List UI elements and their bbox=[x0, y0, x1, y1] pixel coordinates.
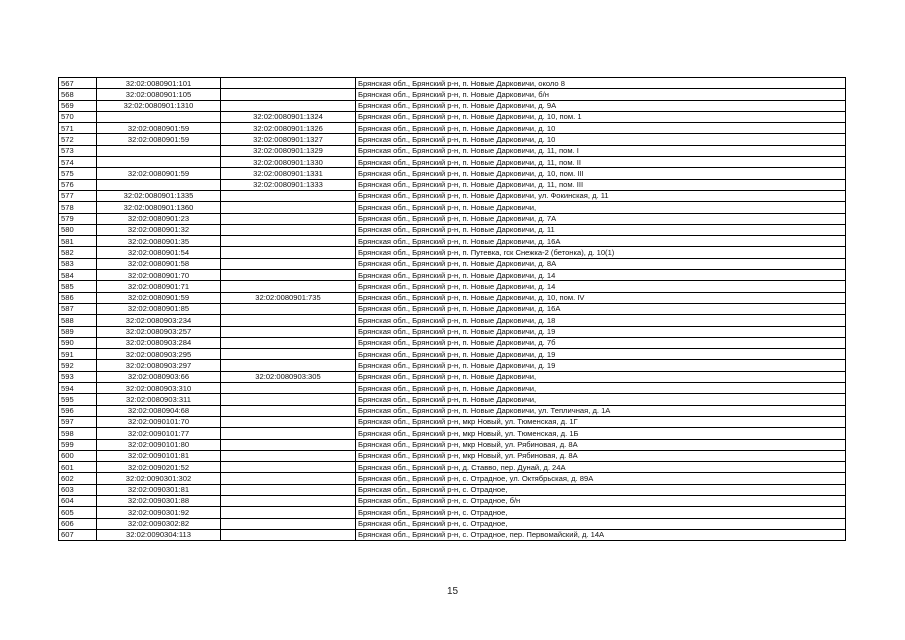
address-cell: Брянская обл., Брянский р-н, п. Путевка, гск Снежка-2 (бетонка), д. 10(1) bbox=[356, 247, 846, 258]
cadastral-number-cell: 32:02:0080901:54 bbox=[97, 247, 221, 258]
row-number-cell: 583 bbox=[59, 258, 97, 269]
table-row bbox=[59, 462, 846, 473]
cadastral-number-cell: 32:02:0080901:59 bbox=[97, 123, 221, 134]
cadastral-number-cell: 32:02:0080903:310 bbox=[97, 383, 221, 394]
row-number-cell: 581 bbox=[59, 236, 97, 247]
parent-cadastral-number-cell bbox=[221, 405, 356, 416]
row-number-cell: 571 bbox=[59, 123, 97, 134]
address-cell: Брянская обл., Брянский р-н, п. Новые Дарковичи, б/н bbox=[356, 89, 846, 100]
table-row bbox=[59, 168, 846, 179]
cadastral-number-cell: 32:02:0090201:52 bbox=[97, 462, 221, 473]
row-number-cell: 588 bbox=[59, 315, 97, 326]
table-row bbox=[59, 405, 846, 416]
table-row bbox=[59, 123, 846, 134]
address-cell: Брянская обл., Брянский р-н, с. Отрадное, б/н bbox=[356, 495, 846, 506]
parent-cadastral-number-cell bbox=[221, 383, 356, 394]
cadastral-number-cell: 32:02:0080901:71 bbox=[97, 281, 221, 292]
parent-cadastral-number-cell: 32:02:0080901:1327 bbox=[221, 134, 356, 145]
table-row bbox=[59, 100, 846, 111]
table-row bbox=[59, 473, 846, 484]
table-row bbox=[59, 157, 846, 168]
table-row bbox=[59, 236, 846, 247]
cadastral-number-cell bbox=[97, 145, 221, 156]
cadastral-number-cell: 32:02:0080903:284 bbox=[97, 337, 221, 348]
address-cell: Брянская обл., Брянский р-н, д. Ставво, пер. Дунай, д. 24А bbox=[356, 462, 846, 473]
address-cell: Брянская обл., Брянский р-н, п. Новые Дарковичи, bbox=[356, 202, 846, 213]
parent-cadastral-number-cell bbox=[221, 349, 356, 360]
address-cell: Брянская обл., Брянский р-н, с. Отрадное, bbox=[356, 484, 846, 495]
cadastral-number-cell: 32:02:0080901:85 bbox=[97, 303, 221, 314]
table-row bbox=[59, 78, 846, 89]
cadastral-number-cell: 32:02:0080901:105 bbox=[97, 89, 221, 100]
row-number-cell: 582 bbox=[59, 247, 97, 258]
address-cell: Брянская обл., Брянский р-н, п. Новые Дарковичи, д. 19 bbox=[356, 326, 846, 337]
parent-cadastral-number-cell bbox=[221, 258, 356, 269]
parent-cadastral-number-cell bbox=[221, 270, 356, 281]
cadastral-number-cell bbox=[97, 179, 221, 190]
cadastral-number-cell: 32:02:0080904:68 bbox=[97, 405, 221, 416]
table-row bbox=[59, 439, 846, 450]
row-number-cell: 593 bbox=[59, 371, 97, 382]
address-cell: Брянская обл., Брянский р-н, п. Новые Дарковичи, д. 19 bbox=[356, 360, 846, 371]
table-row bbox=[59, 202, 846, 213]
address-cell: Брянская обл., Брянский р-н, с. Отрадное, bbox=[356, 518, 846, 529]
cadastral-number-cell: 32:02:0080903:295 bbox=[97, 349, 221, 360]
cadastral-number-cell: 32:02:0080901:70 bbox=[97, 270, 221, 281]
table-row bbox=[59, 349, 846, 360]
table-row bbox=[59, 416, 846, 427]
table-row bbox=[59, 224, 846, 235]
parent-cadastral-number-cell: 32:02:0080901:1329 bbox=[221, 145, 356, 156]
cadastral-number-cell: 32:02:0080903:257 bbox=[97, 326, 221, 337]
row-number-cell: 576 bbox=[59, 179, 97, 190]
parent-cadastral-number-cell bbox=[221, 213, 356, 224]
address-cell: Брянская обл., Брянский р-н, п. Новые Дарковичи, д. 11, пом. III bbox=[356, 179, 846, 190]
parent-cadastral-number-cell bbox=[221, 224, 356, 235]
address-cell: Брянская обл., Брянский р-н, п. Новые Дарковичи, д. 10 bbox=[356, 134, 846, 145]
cadastral-number-cell: 32:02:0080901:32 bbox=[97, 224, 221, 235]
parent-cadastral-number-cell bbox=[221, 326, 356, 337]
row-number-cell: 569 bbox=[59, 100, 97, 111]
address-cell: Брянская обл., Брянский р-н, п. Новые Дарковичи, д. 11, пом. II bbox=[356, 157, 846, 168]
address-cell: Брянская обл., Брянский р-н, п. Новые Дарковичи, д. 7б bbox=[356, 337, 846, 348]
cadastral-number-cell: 32:02:0090301:92 bbox=[97, 507, 221, 518]
cadastral-number-cell bbox=[97, 157, 221, 168]
cadastral-number-cell: 32:02:0080903:234 bbox=[97, 315, 221, 326]
parent-cadastral-number-cell bbox=[221, 337, 356, 348]
parent-cadastral-number-cell bbox=[221, 190, 356, 201]
parent-cadastral-number-cell bbox=[221, 360, 356, 371]
row-number-cell: 587 bbox=[59, 303, 97, 314]
address-cell: Брянская обл., Брянский р-н, п. Новые Дарковичи, д. 18 bbox=[356, 315, 846, 326]
table-row bbox=[59, 326, 846, 337]
table-row bbox=[59, 428, 846, 439]
parent-cadastral-number-cell: 32:02:0080901:1331 bbox=[221, 168, 356, 179]
address-cell: Брянская обл., Брянский р-н, п. Новые Дарковичи, д. 14 bbox=[356, 281, 846, 292]
address-cell: Брянская обл., Брянский р-н, п. Новые Дарковичи, д. 10, пом. 1 bbox=[356, 111, 846, 122]
row-number-cell: 574 bbox=[59, 157, 97, 168]
cadastral-number-cell: 32:02:0090101:77 bbox=[97, 428, 221, 439]
parent-cadastral-number-cell bbox=[221, 416, 356, 427]
cadastral-number-cell: 32:02:0080901:59 bbox=[97, 168, 221, 179]
cadastral-number-cell: 32:02:0080901:23 bbox=[97, 213, 221, 224]
table-row bbox=[59, 89, 846, 100]
cadastral-number-cell: 32:02:0080901:35 bbox=[97, 236, 221, 247]
table-row bbox=[59, 507, 846, 518]
table-row bbox=[59, 450, 846, 461]
table-row bbox=[59, 495, 846, 506]
address-cell: Брянская обл., Брянский р-н, п. Новые Дарковичи, около 8 bbox=[356, 78, 846, 89]
cadastral-number-cell: 32:02:0090101:70 bbox=[97, 416, 221, 427]
parent-cadastral-number-cell: 32:02:0080901:1326 bbox=[221, 123, 356, 134]
table-row bbox=[59, 281, 846, 292]
parent-cadastral-number-cell bbox=[221, 439, 356, 450]
table-row bbox=[59, 371, 846, 382]
row-number-cell: 572 bbox=[59, 134, 97, 145]
cadastral-number-cell: 32:02:0080901:101 bbox=[97, 78, 221, 89]
cadastral-number-cell: 32:02:0080901:59 bbox=[97, 292, 221, 303]
row-number-cell: 596 bbox=[59, 405, 97, 416]
row-number-cell: 598 bbox=[59, 428, 97, 439]
row-number-cell: 568 bbox=[59, 89, 97, 100]
row-number-cell: 578 bbox=[59, 202, 97, 213]
table-row bbox=[59, 529, 846, 540]
parent-cadastral-number-cell bbox=[221, 303, 356, 314]
table-row bbox=[59, 111, 846, 122]
row-number-cell: 579 bbox=[59, 213, 97, 224]
parent-cadastral-number-cell bbox=[221, 473, 356, 484]
parent-cadastral-number-cell bbox=[221, 450, 356, 461]
cadastral-number-cell: 32:02:0080901:1335 bbox=[97, 190, 221, 201]
parent-cadastral-number-cell bbox=[221, 78, 356, 89]
table-body bbox=[59, 78, 846, 541]
parent-cadastral-number-cell bbox=[221, 315, 356, 326]
table-row bbox=[59, 213, 846, 224]
parent-cadastral-number-cell bbox=[221, 428, 356, 439]
table-row bbox=[59, 134, 846, 145]
parent-cadastral-number-cell bbox=[221, 89, 356, 100]
table-row bbox=[59, 258, 846, 269]
address-cell: Брянская обл., Брянский р-н, п. Новые Дарковичи, д. 9А bbox=[356, 100, 846, 111]
row-number-cell: 577 bbox=[59, 190, 97, 201]
cadastral-number-cell: 32:02:0090304:113 bbox=[97, 529, 221, 540]
cadastral-number-cell: 32:02:0090301:302 bbox=[97, 473, 221, 484]
cadastral-number-cell: 32:02:0080901:1310 bbox=[97, 100, 221, 111]
table-row bbox=[59, 179, 846, 190]
cadastral-number-cell: 32:02:0080901:59 bbox=[97, 134, 221, 145]
address-cell: Брянская обл., Брянский р-н, п. Новые Дарковичи, д. 16А bbox=[356, 236, 846, 247]
row-number-cell: 570 bbox=[59, 111, 97, 122]
row-number-cell: 592 bbox=[59, 360, 97, 371]
cadastral-number-cell: 32:02:0090101:81 bbox=[97, 450, 221, 461]
parent-cadastral-number-cell bbox=[221, 247, 356, 258]
row-number-cell: 597 bbox=[59, 416, 97, 427]
row-number-cell: 606 bbox=[59, 518, 97, 529]
cadastral-number-cell: 32:02:0080903:66 bbox=[97, 371, 221, 382]
address-cell: Брянская обл., Брянский р-н, п. Новые Дарковичи, д. 7А bbox=[356, 213, 846, 224]
row-number-cell: 575 bbox=[59, 168, 97, 179]
row-number-cell: 585 bbox=[59, 281, 97, 292]
parent-cadastral-number-cell: 32:02:0080901:1333 bbox=[221, 179, 356, 190]
row-number-cell: 605 bbox=[59, 507, 97, 518]
address-cell: Брянская обл., Брянский р-н, мкр Новый, ул. Тюменская, д. 1Г bbox=[356, 416, 846, 427]
parent-cadastral-number-cell bbox=[221, 202, 356, 213]
parent-cadastral-number-cell: 32:02:0080901:735 bbox=[221, 292, 356, 303]
address-cell: Брянская обл., Брянский р-н, с. Отрадное, пер. Первомайский, д. 14А bbox=[356, 529, 846, 540]
parent-cadastral-number-cell bbox=[221, 462, 356, 473]
table-row bbox=[59, 394, 846, 405]
row-number-cell: 567 bbox=[59, 78, 97, 89]
address-cell: Брянская обл., Брянский р-н, мкр Новый, ул. Тюменская, д. 1Б bbox=[356, 428, 846, 439]
address-cell: Брянская обл., Брянский р-н, п. Новые Дарковичи, д. 10, пом. IV bbox=[356, 292, 846, 303]
address-cell: Брянская обл., Брянский р-н, п. Новые Дарковичи, д. 11, пом. I bbox=[356, 145, 846, 156]
parent-cadastral-number-cell bbox=[221, 484, 356, 495]
cadastral-number-cell: 32:02:0090101:80 bbox=[97, 439, 221, 450]
row-number-cell: 601 bbox=[59, 462, 97, 473]
address-cell: Брянская обл., Брянский р-н, п. Новые Дарковичи, д. 10 bbox=[356, 123, 846, 134]
table-row bbox=[59, 270, 846, 281]
address-cell: Брянская обл., Брянский р-н, п. Новые Дарковичи, bbox=[356, 371, 846, 382]
row-number-cell: 602 bbox=[59, 473, 97, 484]
parent-cadastral-number-cell bbox=[221, 394, 356, 405]
address-cell: Брянская обл., Брянский р-н, п. Новые Дарковичи, д. 19 bbox=[356, 349, 846, 360]
address-cell: Брянская обл., Брянский р-н, п. Новые Дарковичи, д. 14 bbox=[356, 270, 846, 281]
table-row bbox=[59, 247, 846, 258]
table-row bbox=[59, 303, 846, 314]
parent-cadastral-number-cell bbox=[221, 281, 356, 292]
cadastral-number-cell: 32:02:0090302:82 bbox=[97, 518, 221, 529]
page-number: 15 bbox=[446, 586, 459, 597]
row-number-cell: 607 bbox=[59, 529, 97, 540]
address-cell: Брянская обл., Брянский р-н, с. Отрадное, bbox=[356, 507, 846, 518]
address-cell: Брянская обл., Брянский р-н, мкр Новый, ул. Рябиновая, д. 8А bbox=[356, 439, 846, 450]
row-number-cell: 603 bbox=[59, 484, 97, 495]
cadastral-number-cell: 32:02:0080903:297 bbox=[97, 360, 221, 371]
row-number-cell: 600 bbox=[59, 450, 97, 461]
table-row bbox=[59, 145, 846, 156]
parent-cadastral-number-cell bbox=[221, 495, 356, 506]
cadastral-number-cell: 32:02:0090301:81 bbox=[97, 484, 221, 495]
address-cell: Брянская обл., Брянский р-н, п. Новые Дарковичи, д. 8А bbox=[356, 258, 846, 269]
table-row bbox=[59, 518, 846, 529]
parent-cadastral-number-cell: 32:02:0080901:1324 bbox=[221, 111, 356, 122]
parent-cadastral-number-cell bbox=[221, 518, 356, 529]
cadastral-number-cell bbox=[97, 111, 221, 122]
table-row bbox=[59, 190, 846, 201]
address-cell: Брянская обл., Брянский р-н, п. Новые Дарковичи, ул. Тепличная, д. 1А bbox=[356, 405, 846, 416]
parent-cadastral-number-cell: 32:02:0080901:1330 bbox=[221, 157, 356, 168]
table-row bbox=[59, 337, 846, 348]
address-cell: Брянская обл., Брянский р-н, п. Новые Дарковичи, д. 10, пом. III bbox=[356, 168, 846, 179]
parent-cadastral-number-cell: 32:02:0080903:305 bbox=[221, 371, 356, 382]
row-number-cell: 586 bbox=[59, 292, 97, 303]
address-cell: Брянская обл., Брянский р-н, п. Новые Дарковичи, д. 11 bbox=[356, 224, 846, 235]
parent-cadastral-number-cell bbox=[221, 236, 356, 247]
address-cell: Брянская обл., Брянский р-н, п. Новые Дарковичи, ул. Фокинская, д. 11 bbox=[356, 190, 846, 201]
address-cell: Брянская обл., Брянский р-н, п. Новые Дарковичи, д. 16А bbox=[356, 303, 846, 314]
cadastral-number-cell: 32:02:0080903:311 bbox=[97, 394, 221, 405]
cadastral-number-cell: 32:02:0090301:88 bbox=[97, 495, 221, 506]
row-number-cell: 580 bbox=[59, 224, 97, 235]
address-cell: Брянская обл., Брянский р-н, мкр Новый, ул. Рябиновая, д. 8А bbox=[356, 450, 846, 461]
row-number-cell: 594 bbox=[59, 383, 97, 394]
address-cell: Брянская обл., Брянский р-н, п. Новые Дарковичи, bbox=[356, 383, 846, 394]
row-number-cell: 604 bbox=[59, 495, 97, 506]
table-row bbox=[59, 315, 846, 326]
property-registry-table bbox=[58, 77, 846, 541]
row-number-cell: 591 bbox=[59, 349, 97, 360]
address-cell: Брянская обл., Брянский р-н, с. Отрадное, ул. Октябрьская, д. 89А bbox=[356, 473, 846, 484]
row-number-cell: 584 bbox=[59, 270, 97, 281]
cadastral-number-cell: 32:02:0080901:58 bbox=[97, 258, 221, 269]
row-number-cell: 589 bbox=[59, 326, 97, 337]
row-number-cell: 599 bbox=[59, 439, 97, 450]
row-number-cell: 590 bbox=[59, 337, 97, 348]
parent-cadastral-number-cell bbox=[221, 100, 356, 111]
parent-cadastral-number-cell bbox=[221, 507, 356, 518]
row-number-cell: 595 bbox=[59, 394, 97, 405]
table-row bbox=[59, 383, 846, 394]
table-row bbox=[59, 292, 846, 303]
cadastral-number-cell: 32:02:0080901:1360 bbox=[97, 202, 221, 213]
address-cell: Брянская обл., Брянский р-н, п. Новые Дарковичи, bbox=[356, 394, 846, 405]
row-number-cell: 573 bbox=[59, 145, 97, 156]
table-row bbox=[59, 484, 846, 495]
parent-cadastral-number-cell bbox=[221, 529, 356, 540]
table-row bbox=[59, 360, 846, 371]
